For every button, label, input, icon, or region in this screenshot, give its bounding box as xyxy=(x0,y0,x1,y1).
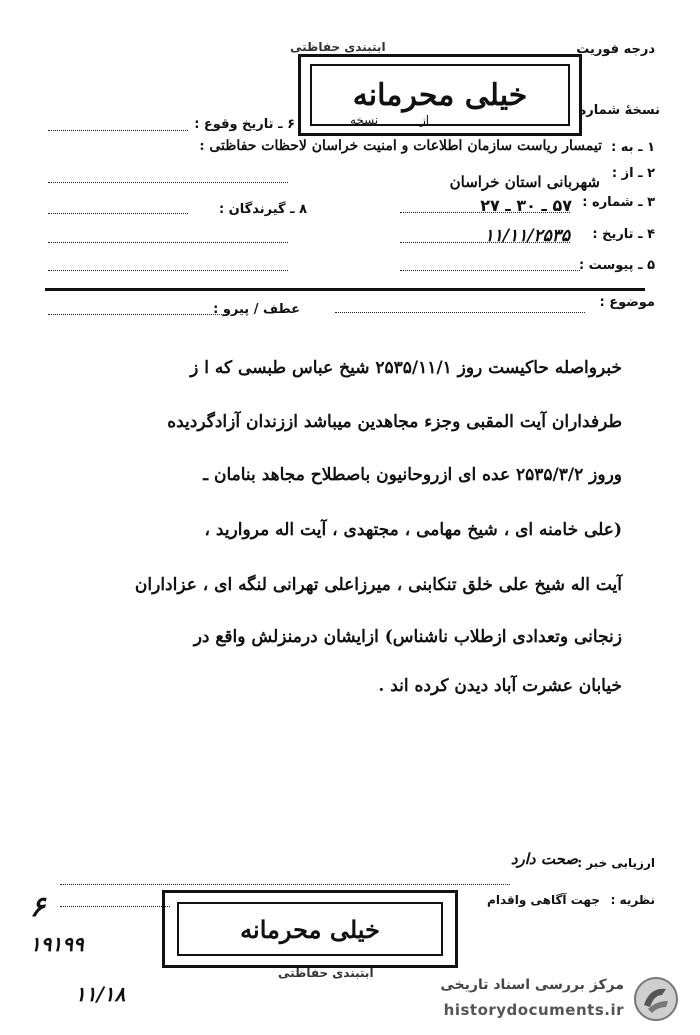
header-divider xyxy=(45,288,645,291)
archive-logo-icon xyxy=(632,975,680,1023)
classification-small-top: ابتبندی حفاظتی xyxy=(290,40,386,54)
from-value: شهربانی استان خراسان xyxy=(449,173,600,191)
to-value: تیمسار ریاست سازمان اطلاعات و امنیت خراسان لاحظات حفاظتی : xyxy=(199,138,602,154)
number-value: ۵۷ ـ ۳۰ ـ ۲۷ xyxy=(480,196,572,215)
top-classification-stamp xyxy=(298,54,582,136)
classification-small-bottom: ابتبندی حفاظتی xyxy=(278,966,374,980)
bottom-stamp-text: خیلی محرمانه xyxy=(240,914,380,944)
number-label: ۳ ـ شماره : xyxy=(582,195,655,210)
recipients-label: ۸ ـ گیرندگان : xyxy=(218,202,307,217)
attachment-dots xyxy=(400,270,580,271)
date-value: ۱۱/۱۱/۲۵۳۵ xyxy=(484,226,570,246)
event-date-label: ۶ ـ تاریخ وقوع : xyxy=(194,117,295,132)
watermark-title: مرکز بررسی اسناد تاریخی xyxy=(440,977,624,993)
date-label: ۴ ـ تاریخ : xyxy=(592,227,655,242)
hand-note-page: ۶ xyxy=(30,890,46,923)
recipients-dots xyxy=(48,213,188,214)
dots-row-2 xyxy=(48,242,288,243)
top-stamp-text: خیلی محرمانه xyxy=(352,77,528,113)
dots-row-1 xyxy=(48,182,288,183)
hand-note-date: ۱۱/۱۸ xyxy=(75,982,126,1006)
subject-dots xyxy=(335,312,585,313)
opinion-value: جهت آگاهی واقدام xyxy=(487,893,600,907)
priority-label: درجه فوریت xyxy=(576,42,655,57)
number-dots xyxy=(400,212,570,213)
body-line-7: خیابان عشرت آباد دیدن کرده اند . xyxy=(378,676,622,696)
body-line-1: خبرواصله حاکیست روز ۲۵۳۵/۱۱/۱ شیخ عباس طبسی که ا ز xyxy=(190,358,622,378)
reference-dots xyxy=(48,314,228,315)
copy-of-label: از xyxy=(420,113,430,127)
subject-label: موضوع : xyxy=(599,295,655,310)
evaluation-label: ارزیابی خبر : xyxy=(577,856,655,870)
evaluation-value: صحت دارد xyxy=(510,850,578,868)
watermark-url: historydocuments.ir xyxy=(443,1001,624,1019)
evaluation-dots xyxy=(60,884,510,885)
to-label: ۱ ـ به : xyxy=(611,140,655,155)
opinion-dots xyxy=(60,906,170,907)
date-dots xyxy=(400,242,570,243)
body-line-2: طرفداران آیت المقبی وجزء مجاهدین میباشد اززندان آزادگردیده xyxy=(167,412,622,432)
bottom-classification-stamp xyxy=(162,890,458,968)
hand-note-number: ۱۹۱۹۹ xyxy=(30,932,84,956)
from-label: ۲ ـ از : xyxy=(611,166,655,181)
body-line-6: زنجانی وتعدادی ازطلاب ناشناس) ازایشان درمنزلش واقع در xyxy=(193,627,622,647)
body-line-5: آیت اله شیخ علی خلق تنکابنی ، میرزاعلی تهرانی لنگه ای ، عزاداران xyxy=(134,575,622,595)
dots-row-3 xyxy=(48,270,288,271)
event-date-dots xyxy=(48,130,188,131)
watermark xyxy=(410,975,680,1025)
body-line-3: وروز ۲۵۳۵/۳/۲ عده ای ازروحانیون باصطلاح مجاهد بنامان ـ xyxy=(203,465,622,485)
reference-label: عطف / پیرو : xyxy=(213,302,300,317)
copy-number-label: نسخهٔ شماره xyxy=(578,103,660,118)
copy-word: نسخه xyxy=(350,113,379,127)
body-line-4: (علی خامنه ای ، شیخ مهامی ، مجتهدی ، آیت اله مروارید ، xyxy=(204,520,622,540)
opinion-label: نظریه : xyxy=(610,893,655,907)
attachment-label: ۵ ـ پیوست : xyxy=(578,258,655,273)
